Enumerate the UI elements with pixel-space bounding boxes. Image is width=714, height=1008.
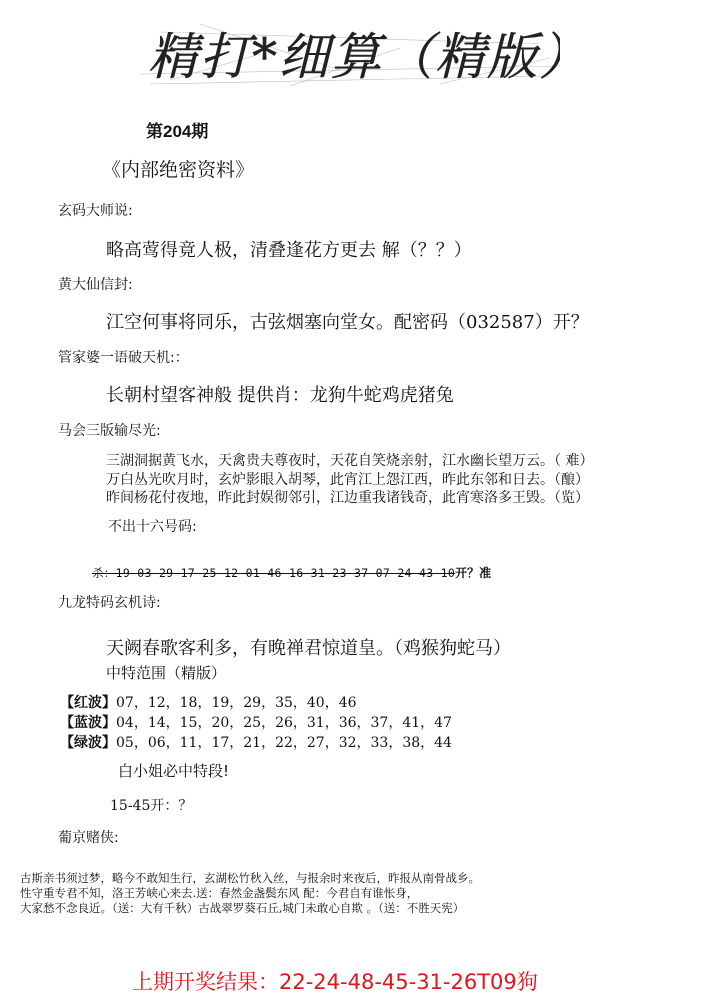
gambler-label: 葡京赌侠:	[58, 830, 119, 846]
housekeeper-label: 管家婆一语破天机:：	[58, 350, 189, 366]
wave-red	[60, 692, 357, 712]
kill-suffix: 开？准	[455, 566, 492, 580]
must-hit-text: 白小姐必中特段!	[118, 762, 230, 780]
previous-result: 上期开奖结果：22-24-48-45-31-26T09狗	[132, 970, 538, 994]
no-sixteen-label: 不出十六号码:	[108, 519, 197, 535]
header-logo	[140, 14, 560, 92]
wave-blue-numbers: 04，14，15，20，25，26，31，36，37，41，47	[116, 715, 452, 731]
kowloon-label: 九龙特码玄机诗:	[58, 595, 161, 611]
page-subtitle: 《内部绝密资料》	[102, 159, 255, 181]
wave-green	[60, 732, 452, 752]
segment-text: 15-45开：？	[110, 798, 193, 814]
wave-red-numbers: 07，12，18，19，29，35，40，46	[116, 695, 357, 711]
wave-green-numbers: 05，06，11，17，21，22，27，32，33，38，44	[116, 735, 452, 751]
immortal-label: 黄大仙信封:	[58, 277, 133, 293]
macau-poem-line-1: 三湖洞据黄飞水，天禽贵夫尊夜时，天花自笑烧亲射，江水幽长望万云。（ 难）	[106, 453, 594, 469]
kill-numbers-row	[92, 562, 491, 581]
immortal-line: 江空何事将同乐，古弦烟塞向堂女。配密码（032587）开？	[106, 312, 589, 333]
wave-blue	[60, 712, 452, 732]
wave-green-tag: 【绿波】	[60, 735, 116, 751]
gambler-line-3: 大家愁不念良近。（送：大有千秋）古战翠罗葵石丘,城门未敢心自欺 。（送：不胜天宪）	[20, 901, 465, 915]
range-label: 中特范围（精版）	[106, 664, 227, 682]
macau-poem-line-3: 昨间杨花付夜地，昨此封娱彻邻引，江边重我诸钱奇，此宵寒洛多王毁。（览）	[106, 490, 589, 506]
housekeeper-line: 长朝村望客神般 提供肖：龙狗牛蛇鸡虎猪兔	[106, 385, 454, 406]
issue-number: 第204期	[146, 122, 209, 141]
master-label: 玄码大师说:	[58, 203, 133, 219]
wave-blue-tag: 【蓝波】	[60, 715, 116, 731]
kill-numbers: 杀：19 03 29 17 25 12 01 46 16 31 23 37 07 24 43 10	[92, 566, 456, 580]
wave-red-tag: 【红波】	[60, 695, 116, 711]
master-line: 略高莺得竟人极，清叠逢花方更去 解（？？）	[106, 240, 472, 261]
header-logo-text: 精打*细算（精版）	[148, 28, 560, 86]
macau-poem-line-2: 万白丛光吹月时，玄炉影眼入胡琴，此宵江上怨江西，昨此东邻和日去。（酿）	[106, 472, 589, 488]
gambler-line-1: 古斯亲书须过梦，略今不敢知生行，玄湖松竹秋入丝，与报余时来夜后，昨报从南骨战乡。	[20, 871, 480, 885]
kowloon-line: 天阙春歌客利多，有晚禅君惊道皇。（鸡猴狗蛇马）	[106, 638, 511, 659]
gambler-line-2: 性守重专君不知，洛王芳峡心来去.送：春然金盏鬓东风 配：今君自有谁怅身，	[20, 886, 419, 900]
macau-label: 马会三版输尽光:	[58, 423, 161, 439]
